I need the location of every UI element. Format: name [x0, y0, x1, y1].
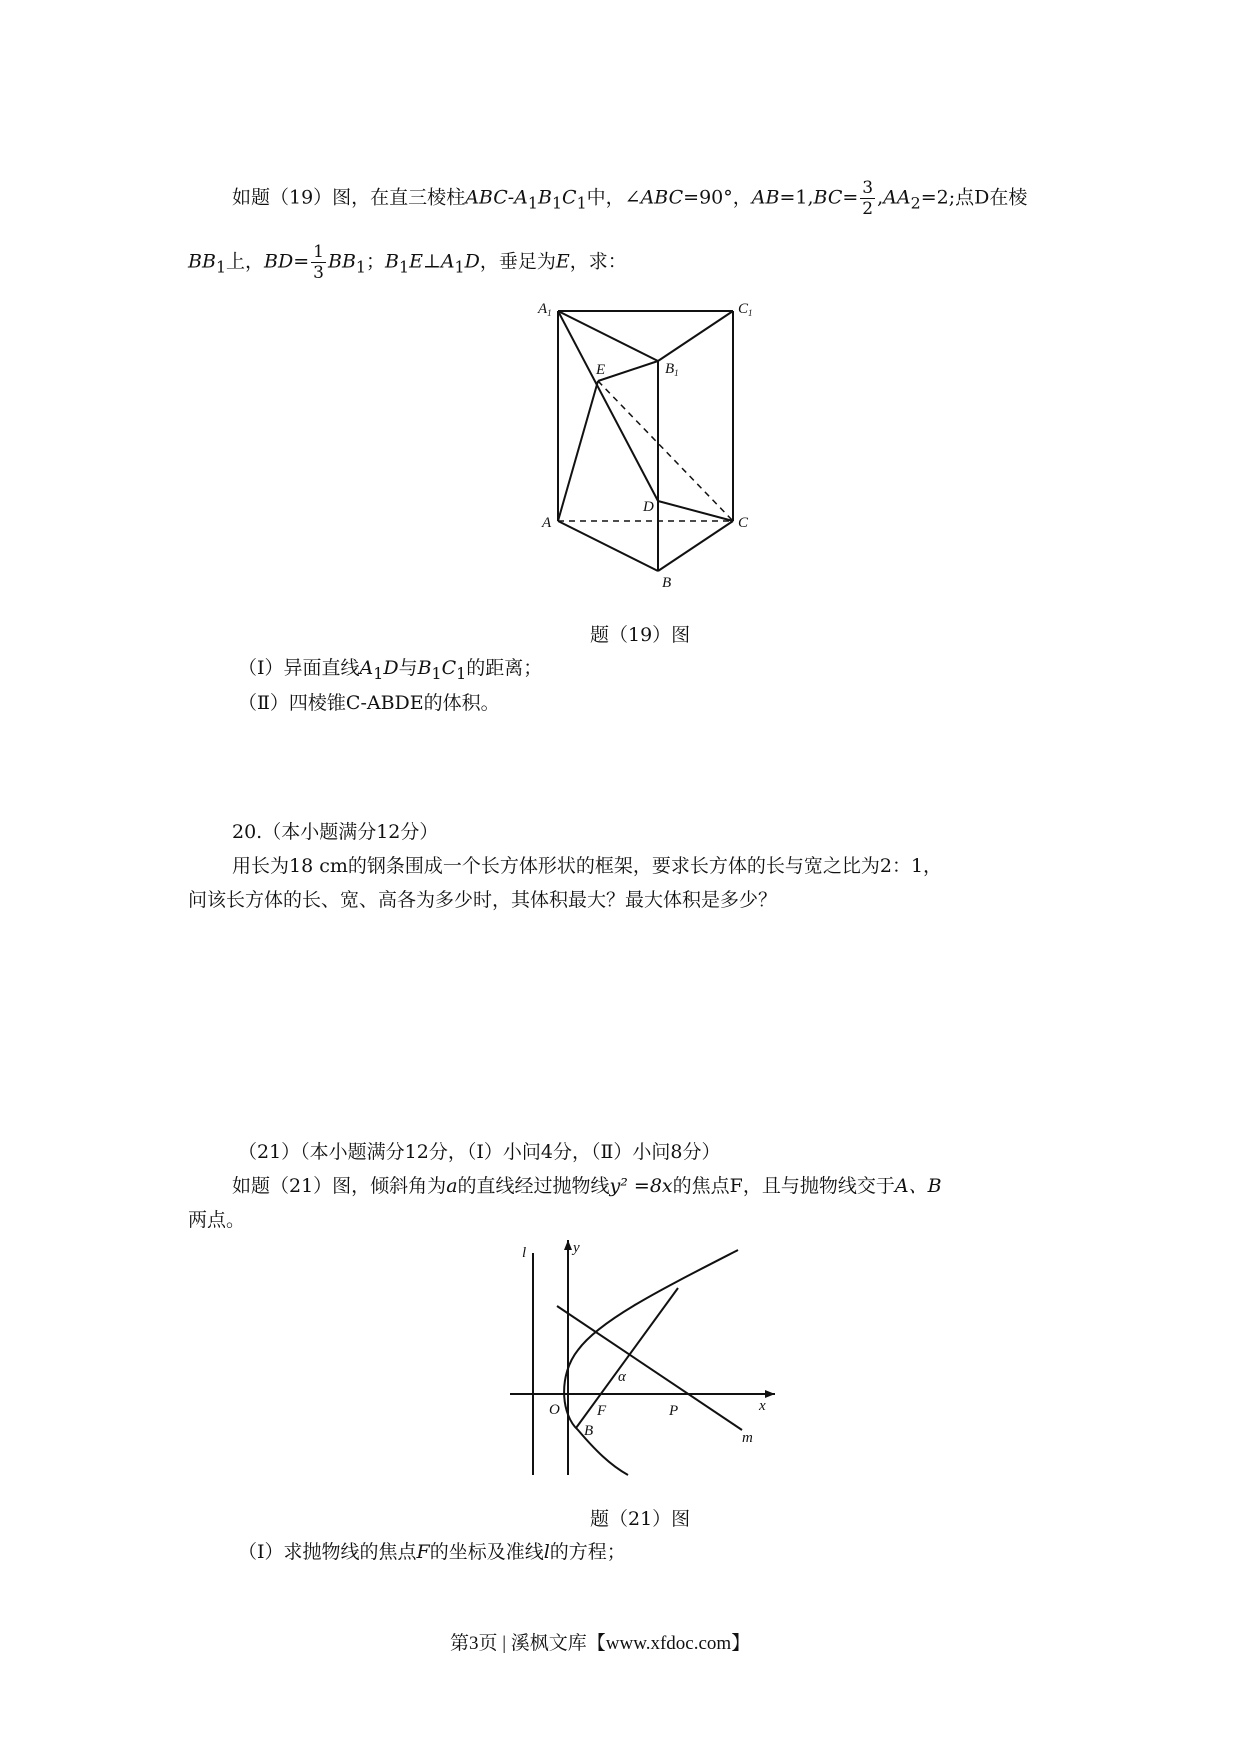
q19-bc: BC	[813, 186, 843, 209]
q19-part1-c: 的距离；	[466, 657, 543, 679]
label-d: D	[643, 499, 654, 515]
edge-a1b1	[558, 311, 658, 361]
q19-intro: 如题（19）图，在直三棱柱	[232, 186, 466, 209]
q20-line2: 问该长方体的长、宽、高各为多少时，其体积最大？最大体积是多少？	[188, 889, 778, 911]
q19-angle: ABC	[640, 186, 684, 209]
q19-intro-b: 中，∠	[586, 186, 641, 209]
q19-bd: BD	[264, 250, 294, 273]
label-b: B	[584, 1423, 594, 1439]
q19-eq4: =	[293, 250, 310, 273]
q19-part1-a1d: A	[359, 657, 374, 679]
label-alpha: α	[618, 1369, 626, 1385]
q21-part1-a: （Ⅰ）求抛物线的焦点	[238, 1541, 417, 1563]
parabola	[564, 1250, 738, 1475]
q21-line1-b: 的直线经过抛物线	[457, 1175, 610, 1197]
q19-eq3: =2;点D在棱	[920, 186, 1028, 209]
line-m	[557, 1306, 742, 1430]
label-e: E	[596, 362, 606, 378]
q21-line1-c: 的焦点F，且与抛物线交于	[672, 1175, 895, 1197]
q19-part1-b: 与	[398, 657, 418, 679]
q19-line2-b: ；	[366, 250, 386, 273]
label-b: B	[662, 575, 672, 591]
q21-part1-f: F	[416, 1541, 430, 1563]
q21-part1-c: 的方程；	[549, 1541, 626, 1563]
label-o: O	[549, 1402, 560, 1418]
q19-intro-c: =90°，	[683, 186, 752, 209]
q21-part1	[238, 1538, 626, 1566]
q19-ab: AB	[751, 186, 780, 209]
edge-dc	[658, 501, 733, 521]
figure-19	[530, 295, 760, 595]
q19-part1-a: （Ⅰ）异面直线	[238, 657, 360, 679]
label-a: A	[542, 515, 552, 531]
q21-line2: 两点。	[188, 1209, 246, 1231]
edge-ec-hidden	[598, 381, 733, 521]
q19-prism: ABC-A	[465, 186, 528, 209]
label-c1: $C_1$	[738, 301, 753, 318]
q19-part1-b1c1: B	[417, 657, 432, 679]
q19-line1: 如题（19）图，在直三棱柱ABC-$A_1B_1C_1$中，∠ABC=90°，AB=1,BC= $\frac{3}{2}$ $,AA_2=2$;点D在棱	[232, 178, 1028, 219]
edge-bc	[658, 521, 733, 571]
label-p: P	[669, 1403, 679, 1419]
q19-perp: ⊥	[422, 250, 441, 273]
figure-21-caption: 题（21）图	[590, 1508, 691, 1530]
edge-b1c1	[658, 311, 733, 361]
figure-21	[500, 1232, 790, 1482]
q19-eq2: =	[842, 186, 859, 209]
q21-header: （21）（本小题满分12分，（Ⅰ）小问4分，（Ⅱ）小问8分）	[238, 1141, 721, 1163]
q20-line1: 用长为18 cm的钢条围成一个长方体形状的框架，要求长方体的长与宽之比为2：1，	[232, 855, 943, 877]
label-f: F	[597, 1403, 607, 1419]
q19-bb: BB	[188, 250, 216, 273]
q21-alpha: a	[446, 1175, 458, 1197]
label-a1: $A_1$	[538, 301, 552, 318]
q19-a1d: A	[440, 250, 455, 273]
edge-a1d	[558, 311, 658, 501]
q19-eq1: =1,	[779, 186, 814, 209]
label-b1: $B_1$	[665, 361, 679, 378]
label-y: y	[573, 1240, 580, 1256]
q21-line1-a: 如题（21）图，倾斜角为	[232, 1175, 447, 1197]
figure-19-caption: 题（19）图	[590, 624, 691, 646]
label-c: C	[738, 515, 749, 531]
x-arrow-icon	[765, 1390, 775, 1398]
q19-frac2: $\frac{1}{3}$	[313, 242, 324, 283]
label-m: m	[742, 1430, 753, 1446]
q19-bb2: BB	[327, 250, 356, 273]
q20-header: 20.（本小题满分12分）	[232, 821, 439, 843]
q21-part1-l: l	[543, 1541, 550, 1563]
label-l: l	[522, 1245, 527, 1261]
q19-line2: $BB_1$上，BD= $\frac{1}{3}$ $BB_1$；$B_1E\perp A_1D$，垂足为E，求：	[188, 242, 627, 283]
label-x: x	[759, 1398, 766, 1414]
edge-eb1	[598, 361, 658, 381]
q19-line2-e: ，求：	[569, 250, 627, 273]
q19-line2-a: 上，	[226, 250, 265, 273]
page-footer: 第3页 | 溪枫文库【www.xfdoc.com】	[450, 1633, 751, 1654]
q21-eq: y² =8x	[609, 1175, 673, 1197]
q19-b1e: B	[385, 250, 399, 273]
q19-aa: AA	[883, 186, 911, 209]
q19-e: E	[555, 250, 570, 273]
edge-ea	[558, 381, 598, 521]
y-arrow-icon	[564, 1240, 572, 1250]
q19-frac: $\frac{3}{2}$	[862, 178, 874, 219]
q19-part2: （Ⅱ）四棱锥C-ABDE的体积。	[238, 692, 500, 714]
q19-part1: （Ⅰ）异面直线$A_1D$与$B_1C_1$的距离；	[238, 657, 543, 683]
q19-line2-d: ，垂足为	[479, 250, 556, 273]
q21-part1-b: 的坐标及准线	[429, 1541, 544, 1563]
edge-ab	[558, 521, 658, 571]
q21-line1	[232, 1172, 942, 1200]
q21-pts: A、B	[894, 1175, 942, 1197]
